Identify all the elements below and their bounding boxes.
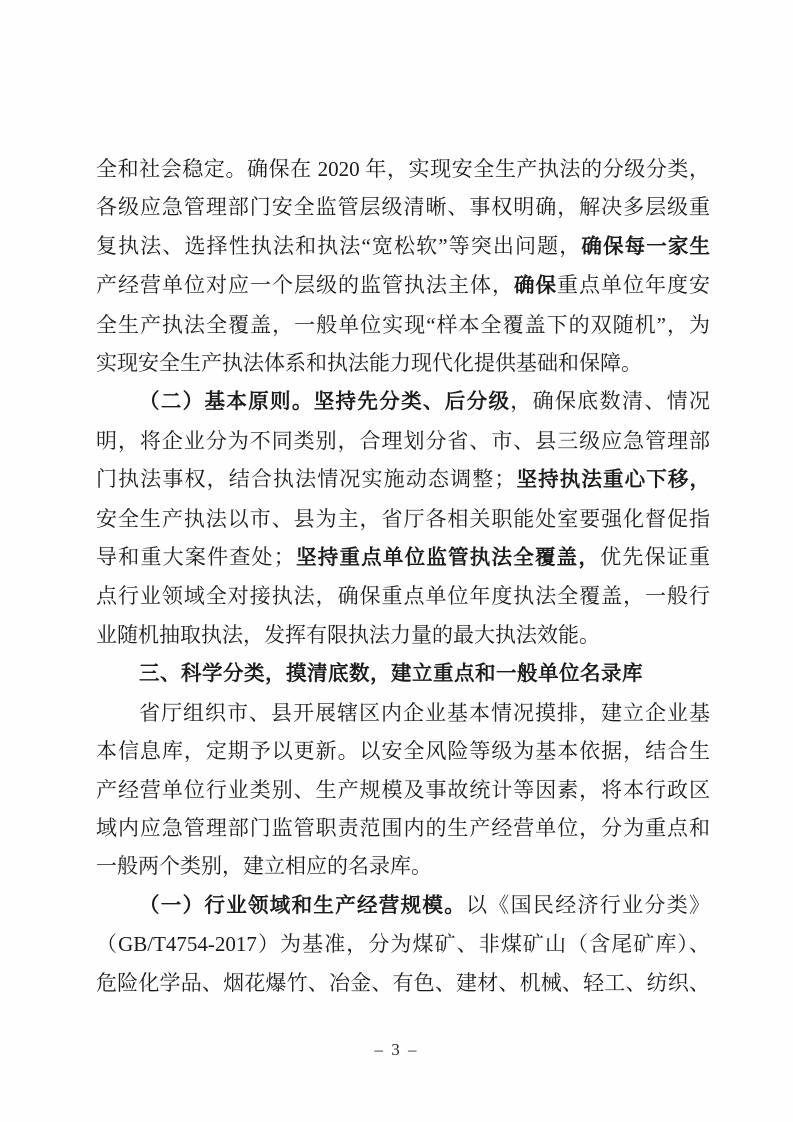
text-run: （GB/T4754-2017）为基准，分为煤矿、非煤矿山（含尾矿库）、 <box>96 932 710 957</box>
text-run: 产经营单位对应一个层级的监管执法主体， <box>96 273 514 298</box>
text-run: 省厅组织市、县开展辖区内企业基本情况摸排，建立企业基 <box>139 700 710 725</box>
text-line <box>96 306 710 344</box>
text-line <box>96 538 710 577</box>
text-run: 明，将企业分为不同类别，合理划分省、市、县三级应急管理部 <box>96 428 710 453</box>
text-run: 安全生产执法以市、县为主，省厅各相关职能处室要强化督促指 <box>96 506 710 531</box>
text-run: 三、科学分类，摸清底数，建立重点和一般单位名录库 <box>139 662 643 686</box>
text-line <box>96 266 710 305</box>
text-line <box>96 732 710 770</box>
text-run: 坚持重点单位监管执法全覆盖， <box>294 546 601 570</box>
text-line <box>96 925 710 963</box>
text-run: 域内应急管理部门监管职责范围内的生产经营单位，分为重点和 <box>96 815 710 840</box>
text-run: ，确保底数清、情况 <box>510 389 711 414</box>
text-run: 坚持执法重心下移， <box>515 468 711 492</box>
text-run: 门执法事权，结合执法情况实施动态调整； <box>96 467 516 492</box>
text-line <box>96 809 710 847</box>
text-line <box>96 500 710 538</box>
text-run: 确保 <box>514 274 557 298</box>
text-run: 产经营单位行业类别、生产规模及事故统计等因素，将本行政区 <box>96 777 710 802</box>
text-line <box>96 771 710 809</box>
section-heading <box>96 654 710 693</box>
text-line <box>96 694 710 732</box>
text-run: 导和重大案件查处； <box>96 545 295 570</box>
text-run: 点行业领域全对接执法，确保重点单位年度执法全覆盖，一般行 <box>96 584 710 609</box>
text-line <box>96 460 710 499</box>
text-line <box>96 847 710 885</box>
text-line <box>96 616 710 654</box>
text-line <box>96 422 710 460</box>
text-run: （二）基本原则。坚持先分类、后分级 <box>139 390 511 414</box>
text-line <box>96 964 710 1002</box>
text-run: （一）行业领域和生产经营规模。 <box>139 893 466 917</box>
text-run: 全生产执法全覆盖，一般单位实现“样本全覆盖下的双随机”，为 <box>96 312 710 337</box>
text-line <box>96 150 710 188</box>
document-body <box>96 150 710 1002</box>
text-run: 各级应急管理部门安全监管层级清晰、事权明确，解决多层级重 <box>96 195 710 220</box>
text-line <box>96 344 710 382</box>
text-run: 危险化学品、烟花爆竹、冶金、有色、建材、机械、轻工、纺织、 <box>96 970 710 995</box>
text-run: 以《国民经济行业分类》 <box>466 892 710 917</box>
text-run: 重点单位年度安 <box>557 273 710 298</box>
text-run: 优先保证重 <box>600 545 711 570</box>
text-run: 实现安全生产执法体系和执法能力现代化提供基础和保障。 <box>96 351 642 376</box>
text-run: 本信息库，定期予以更新。以安全风险等级为基本依据，结合生 <box>96 739 710 764</box>
text-line <box>96 227 710 266</box>
page-number: – 3 – <box>374 1040 419 1059</box>
text-run: 业随机抽取执法，发挥有限执法力量的最大执法效能。 <box>96 622 600 647</box>
text-run: 复执法、选择性执法和执法“宽松软”等突出问题， <box>96 233 582 258</box>
text-run: 全和社会稳定。确保在 2020 年，实现安全生产执法的分级分类， <box>96 157 710 181</box>
text-line <box>96 577 710 615</box>
text-line <box>96 382 710 421</box>
text-line <box>96 886 710 925</box>
text-run: 确保每一家生 <box>581 234 711 258</box>
text-run: 一般两个类别，建立相应的名录库。 <box>96 854 432 879</box>
text-line <box>96 188 710 226</box>
